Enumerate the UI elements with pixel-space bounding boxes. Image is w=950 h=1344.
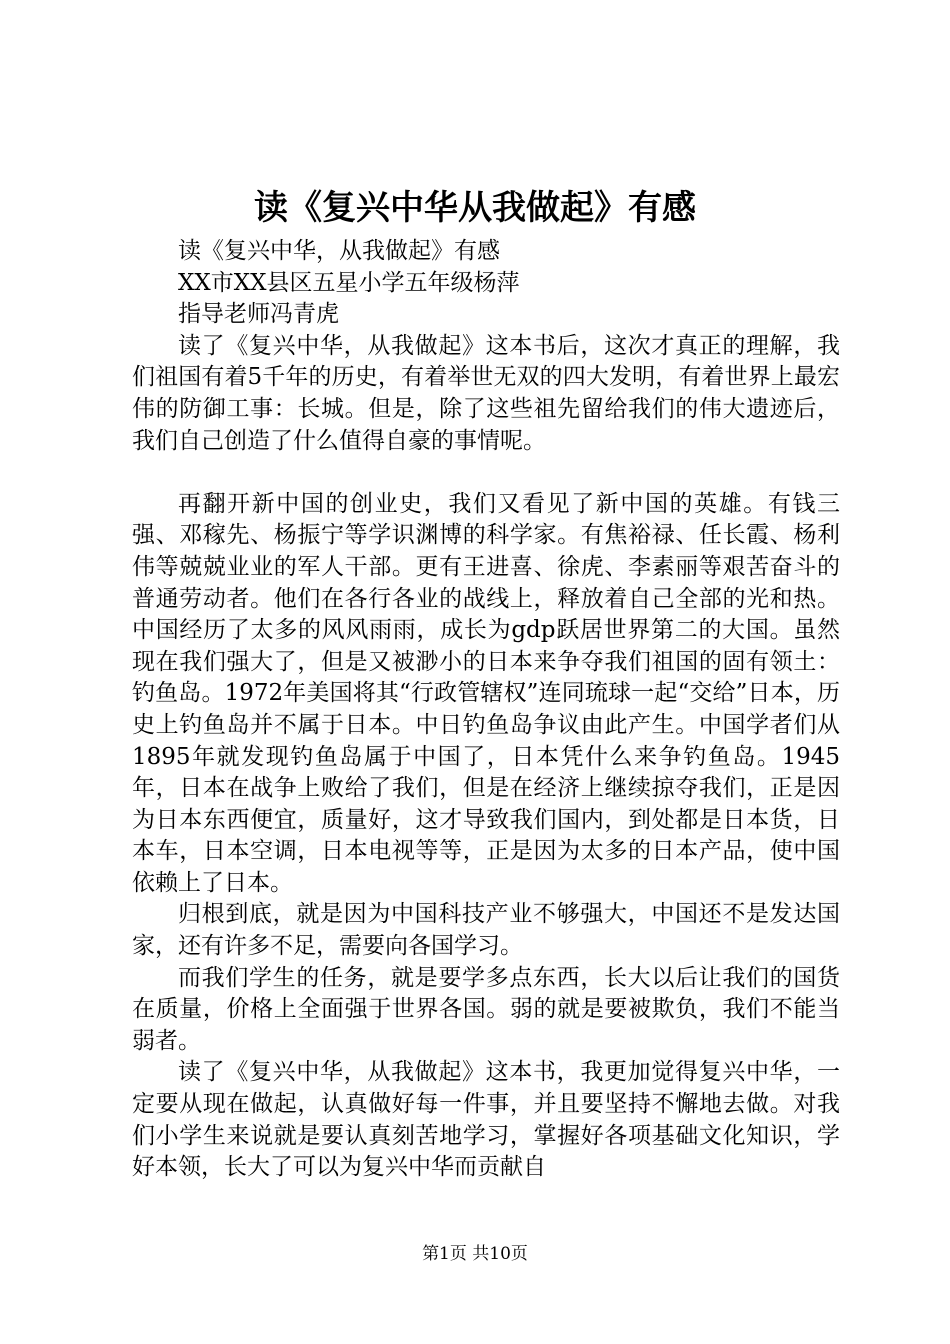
advisor-line: 指导老师冯青虎 bbox=[178, 301, 339, 328]
body-paragraph: 读了《复兴中华，从我做起》这本书，我更加觉得复兴中华，一定要从现在做起，认真做好每一件事，并且要坚持不懈地去做。对我们小学生来说就是要认真刻苦地学习，掌握好各项基础文化知识，学好本领，长大了可以为复兴中华而贡献自 bbox=[132, 1059, 840, 1181]
document-title: 读《复兴中华从我做起》有感 bbox=[254, 188, 696, 228]
body-paragraph: 读了《复兴中华，从我做起》这本书后，这次才真正的理解，我们祖国有着5千年的历史，有着举世无双的四大发明，有着世界上最宏伟的防御工事：长城。但是，除了这些祖先留给我们的伟大遗迹后，我们自己创造了什么值得自豪的事情呢。 bbox=[132, 332, 840, 454]
body-paragraph: 再翻开新中国的创业史，我们又看见了新中国的英雄。有钱三强、邓稼先、杨振宁等学识渊博的科学家。有焦裕禄、任长霞、杨利伟等兢兢业业的军人干部。更有王进喜、徐虎、李素丽等艰苦奋斗的普通劳动者。他们在各行各业的战线上，释放着自己全部的光和热。中国经历了太多的风风雨雨，成长为gdp跃居世界第二的大国。虽然现在我们强大了，但是又被渺小的日本来争夺我们祖国的固有领土：钓鱼岛。1972年美国将其“行政管辖权”连同琉球一起“交给”日本，历史上钓鱼岛并不属于日本。中日钓鱼岛争议由此产生。中国学者们从1895年就发现钓鱼岛属于中国了，日本凭什么来争钓鱼岛。1945年，日本在战争上败给了我们，但是在经济上继续掠夺我们，正是因为日本东西便宜，质量好，这才导致我们国内，到处都是日本货，日本车，日本空调，日本电视等等，正是因为太多的日本产品，使中国依赖上了日本。 bbox=[132, 490, 840, 896]
body-paragraph: 而我们学生的任务，就是要学多点东西，长大以后让我们的国货在质量，价格上全面强于世界各国。弱的就是要被欺负，我们不能当弱者。 bbox=[132, 964, 840, 1054]
author-line: XX市XX县区五星小学五年级杨萍 bbox=[178, 269, 520, 296]
subtitle-line: 读《复兴中华，从我做起》有感 bbox=[178, 238, 500, 264]
body-paragraph: 归根到底，就是因为中国科技产业不够强大，中国还不是发达国家，还有许多不足，需要向各国学习。 bbox=[132, 901, 840, 960]
document-body bbox=[132, 236, 840, 1184]
page-footer: 第1页 共10页 bbox=[422, 1244, 528, 1264]
